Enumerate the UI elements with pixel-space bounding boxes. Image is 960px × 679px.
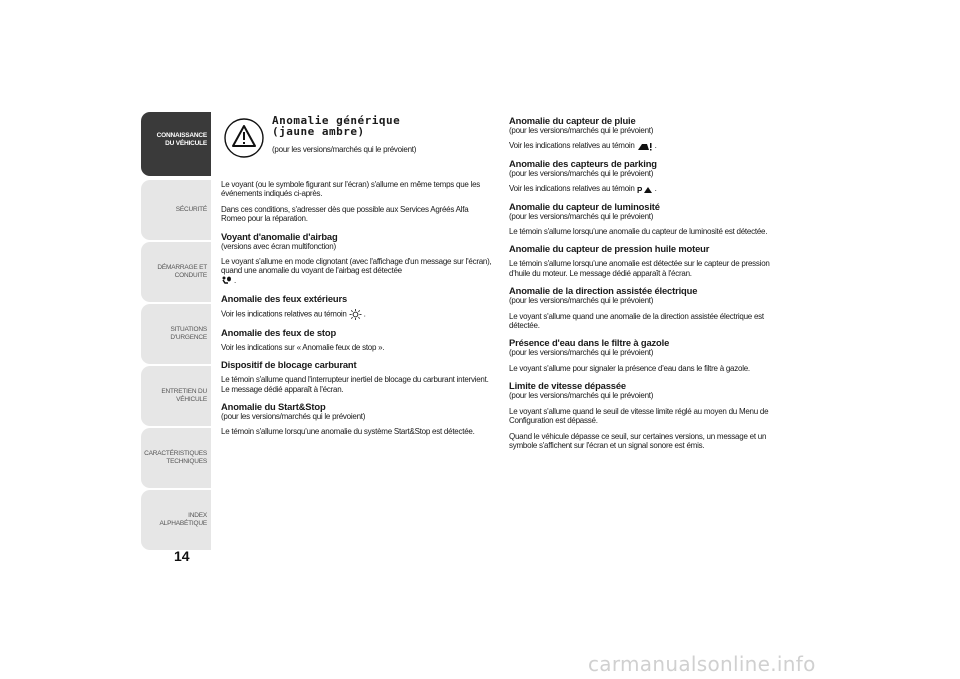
section-title xyxy=(272,115,400,137)
page-number: 14 xyxy=(174,548,190,564)
tab-label-line1: SÉCURITÉ xyxy=(175,206,207,213)
tab-label-line2: D'URGENCE xyxy=(170,334,207,341)
exterior-lights-text: Voir les indications relatives au témoin xyxy=(221,309,347,319)
tab-entretien-du-vehicule[interactable] xyxy=(141,366,211,426)
exterior-lights-section xyxy=(221,294,493,320)
start-stop-heading: Anomalie du Start&Stop xyxy=(221,401,326,413)
tab-label-line1: CONNAISSANCE xyxy=(156,132,207,139)
water-in-fuel-section xyxy=(509,338,789,373)
start-stop-subheading: (pour les versions/marchés qui le prévoient) xyxy=(221,412,366,422)
tab-index-alphabetique[interactable] xyxy=(141,490,211,550)
tab-caracteristiques-techniques[interactable] xyxy=(141,428,211,488)
airbag-icon xyxy=(221,276,232,286)
tab-label-line1: SITUATIONS xyxy=(170,326,207,333)
tab-label-line1: ENTRETIEN DU xyxy=(161,388,207,395)
left-column xyxy=(221,180,493,443)
oil-pressure-section xyxy=(509,244,789,278)
speed-limit-subheading: (pour les versions/marchés qui le prévoient) xyxy=(509,391,654,401)
stop-lights-section xyxy=(221,328,493,352)
tab-securite[interactable] xyxy=(141,180,211,240)
water-in-fuel-heading: Présence d'eau dans le filtre à gazole xyxy=(509,337,670,349)
stop-lights-heading: Anomalie des feux de stop xyxy=(221,326,337,338)
power-steering-paragraph: Le voyant s'allume quand une anomalie de la direction assistée électrique est détectée. xyxy=(509,311,764,331)
tab-label-line1: DÉMARRAGE ET xyxy=(157,264,207,271)
fuel-block-section xyxy=(221,360,493,394)
light-sensor-heading: Anomalie du capteur de luminosité xyxy=(509,200,660,212)
parking-sensor-subheading: (pour les versions/marchés qui le prévoient) xyxy=(509,168,654,178)
tab-label-line2: TECHNIQUES xyxy=(166,458,207,465)
exterior-light-icon xyxy=(349,309,362,320)
power-steering-heading: Anomalie de la direction assistée électrique xyxy=(509,285,698,297)
speed-limit-paragraph-1: Le voyant s'allume quand le seuil de vitesse limite réglé au moyen du Menu de Configuration est dépassé. xyxy=(509,406,769,426)
start-stop-paragraph: Le témoin s'allume lorsqu'une anomalie du système Start&Stop est détectée. xyxy=(221,427,475,437)
power-steering-section xyxy=(509,286,789,330)
speed-limit-heading: Limite de vitesse dépassée xyxy=(509,380,626,392)
section-title-line2: (jaune ambre) xyxy=(272,125,365,138)
speed-limit-section xyxy=(509,381,789,450)
water-in-fuel-subheading: (pour les versions/marchés qui le prévoient) xyxy=(509,348,654,358)
tab-label-line2: VÉHICULE xyxy=(176,396,207,403)
watermark: carmanualsonline.info xyxy=(588,652,816,676)
rain-sensor-heading: Anomalie du capteur de pluie xyxy=(509,115,636,126)
water-in-fuel-paragraph: Le voyant s'allume pour signaler la présence d'eau dans le filtre à gazole. xyxy=(509,363,750,373)
exterior-lights-heading: Anomalie des feux extérieurs xyxy=(221,292,348,304)
tab-demarrage-et-conduite[interactable] xyxy=(141,242,211,302)
parking-sensor-section xyxy=(509,159,789,194)
right-column xyxy=(509,116,789,456)
power-steering-subheading: (pour les versions/marchés qui le prévoient) xyxy=(509,296,654,306)
rain-sensor-section xyxy=(509,116,789,151)
tab-label-line1: CARACTÉRISTIQUES xyxy=(144,450,207,457)
light-sensor-section xyxy=(509,202,789,237)
intro-paragraph-1: Le voyant (ou le symbole figurant sur l'écran) s'allume en même temps que les événements indiqués ci-après. xyxy=(221,180,481,199)
light-sensor-subheading: (pour les versions/marchés qui le prévoient) xyxy=(509,211,654,221)
tab-label-line2: ALPHABÉTIQUE xyxy=(159,520,207,527)
tab-label-line2: CONDUITE xyxy=(174,272,207,279)
speed-limit-paragraph-2: Quand le véhicule dépasse ce seuil, sur certaines versions, un message et un symbole s'affichent sur l'écran et un signal sonore est émis. xyxy=(509,431,767,450)
parking-sensor-text: Voir les indications relatives au témoin xyxy=(509,184,635,194)
fuel-block-paragraph: Le témoin s'allume quand l'interrupteur inertiel de blocage du carburant intervient. Le message dédié apparaît à l'écran. xyxy=(221,375,489,394)
airbag-section xyxy=(221,232,493,286)
oil-pressure-paragraph: Le témoin s'allume lorsqu'une anomalie est détectée sur le capteur de pression d'huile du moteur. Le message dédié apparaît à l'écran. xyxy=(509,259,770,278)
parking-sensor-heading: Anomalie des capteurs de parking xyxy=(509,157,657,169)
light-sensor-paragraph: Le témoin s'allume lorsqu'une anomalie du capteur de luminosité est détectée. xyxy=(509,227,768,237)
tab-label-line1: INDEX xyxy=(188,512,207,519)
rain-sensor-paragraph: Voir les indications relatives au témoin . xyxy=(509,141,657,151)
oil-pressure-heading: Anomalie du capteur de pression huile moteur xyxy=(509,243,710,255)
airbag-paragraph: Le voyant s'allume en mode clignotant (avec l'affichage d'un message sur l'écran), quand une anomalie du voyant de l'airbag est détectée . xyxy=(221,257,492,285)
stop-lights-paragraph: Voir les indications sur « Anomalie feux de stop ». xyxy=(221,342,385,352)
intro-paragraph-2: Dans ces conditions, s'adresser dès que possible aux Services Agréés Alfa Romeo pour la réparation. xyxy=(221,204,469,224)
section-title-line1: Anomalie générique xyxy=(272,114,401,127)
fuel-block-heading: Dispositif de blocage carburant xyxy=(221,359,357,371)
section-subtitle: (pour les versions/marchés qui le prévoient) xyxy=(272,145,417,154)
airbag-text: Le voyant s'allume en mode clignotant (avec l'affichage d'un message sur l'écran), quand une anomalie du voyant de l'airbag est détectée xyxy=(221,257,492,276)
svg-text:P: P xyxy=(636,185,642,194)
airbag-subheading: (versions avec écran multifonction) xyxy=(221,241,336,251)
tab-label-line2: DU VÉHICULE xyxy=(165,140,207,147)
warning-triangle-icon xyxy=(221,116,267,160)
start-stop-section xyxy=(221,402,493,437)
parking-sensor-icon xyxy=(637,185,653,194)
rain-sensor-subheading: (pour les versions/marchés qui le prévoient) xyxy=(509,126,654,135)
parking-sensor-paragraph: Voir les indications relatives au témoin P . xyxy=(509,184,657,194)
rain-sensor-text: Voir les indications relatives au témoin xyxy=(509,141,635,151)
rain-sensor-icon xyxy=(637,142,653,151)
tab-connaissance-du-vehicule[interactable] xyxy=(141,112,211,176)
tab-situations-d-urgence[interactable] xyxy=(141,304,211,364)
exterior-lights-paragraph: Voir les indications relatives au témoin . xyxy=(221,309,366,319)
airbag-heading: Voyant d'anomalie d'airbag xyxy=(221,230,338,242)
